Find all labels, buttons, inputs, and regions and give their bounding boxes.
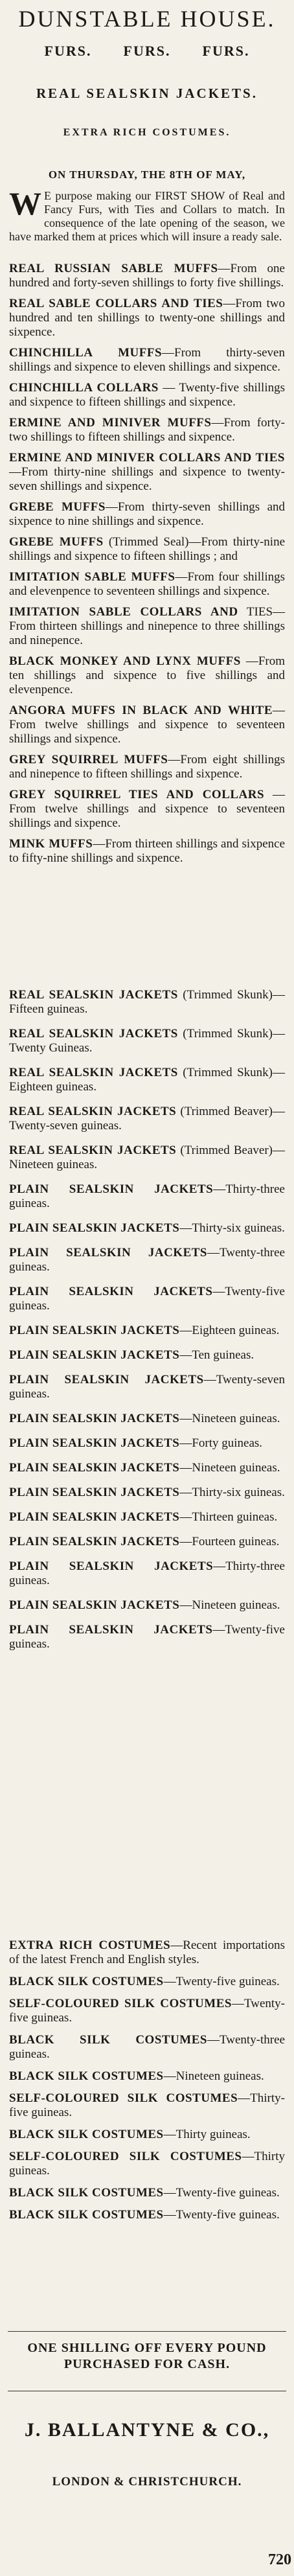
- item-lead: SELF-COLOURED SILK COSTUMES: [9, 2150, 242, 2163]
- list-item: [9, 1182, 285, 1211]
- intro-text: E purpose making our FIRST SHOW of Real and Fancy Furs, with Ties and Collars to match. In consequence of the late opening of the season, we have marked them at prices which will insure a ready sale.: [9, 189, 285, 243]
- item-lead: GREBE MUFFS: [9, 500, 106, 514]
- list-item: [9, 2091, 285, 2120]
- item-description: TIES—From thirteen shillings and ninepence to three shillings and ninepence.: [9, 605, 286, 647]
- discount-note: ONE SHILLING OFF EVERY POUND PURCHASED FOR CASH.: [27, 2341, 267, 2371]
- item-lead: ERMINE AND MINIVER COLLARS AND TIES: [9, 451, 285, 465]
- item-description: —From thirty-seven shillings and sixpence to eleven shillings and sixpence.: [9, 346, 285, 374]
- house-title: [0, 5, 294, 32]
- item-lead: SELF-COLOURED SILK COSTUMES: [9, 2091, 238, 2105]
- item-description: —Twenty-seven guineas.: [9, 1373, 285, 1401]
- list-item: [9, 535, 285, 564]
- item-description: —Thirteen guineas.: [179, 1510, 278, 1524]
- item-description: —Nineteen guineas.: [163, 2069, 264, 2083]
- item-lead: EXTRA RICH COSTUMES: [9, 1938, 171, 1952]
- item-lead: REAL SEALSKIN JACKETS: [9, 1144, 177, 1157]
- list-item: [9, 753, 285, 781]
- list-item: [9, 2128, 285, 2142]
- title-costumes: EXTRA RICH COSTUMES.: [63, 127, 231, 138]
- item-lead: ERMINE AND MINIVER MUFFS: [9, 416, 212, 430]
- list-item: [9, 1285, 285, 1313]
- list-item: [9, 1623, 285, 1651]
- item-lead: PLAIN SEALSKIN JACKETS: [9, 1559, 214, 1573]
- item-lead: CHINCHILLA MUFFS: [9, 346, 163, 360]
- item-lead: PLAIN SEALSKIN JACKETS: [9, 1348, 180, 1362]
- item-lead: REAL SEALSKIN JACKETS: [9, 1066, 178, 1079]
- item-lead: BLACK SILK COSTUMES: [9, 2208, 164, 2222]
- furs-word: FURS.: [123, 43, 171, 59]
- item-lead: PLAIN SEALSKIN JACKETS: [9, 1285, 213, 1298]
- item-lead: BLACK SILK COSTUMES: [9, 2186, 164, 2200]
- item-lead: GREBE MUFFS: [9, 535, 104, 549]
- item-description: —From eight shillings and ninepence to fifteen shillings and sixpence.: [9, 753, 285, 781]
- list-item: [9, 1348, 285, 1363]
- item-lead: PLAIN SEALSKIN JACKETS: [9, 1412, 180, 1425]
- drop-cap: W: [9, 185, 41, 222]
- item-description: —Forty guineas.: [179, 1436, 263, 1450]
- firm-name: J. BALLANTYNE & CO.,: [24, 2419, 270, 2441]
- item-description: —From thirteen shillings and sixpence to fifty-nine shillings and sixpence.: [9, 837, 285, 865]
- item-lead: REAL SEALSKIN JACKETS: [9, 988, 178, 1002]
- item-description: —Nineteen guineas.: [179, 1412, 280, 1425]
- intro-paragraph: [0, 185, 294, 244]
- item-description: —From forty-two shillings to fifteen shillings and sixpence.: [9, 416, 285, 444]
- item-lead: PLAIN SEALSKIN JACKETS: [9, 1461, 180, 1475]
- list-item: [9, 654, 285, 697]
- list-item: [9, 1373, 285, 1401]
- jackets-list: [0, 988, 294, 1662]
- item-description: (Trimmed Skunk)—Eighteen guineas.: [9, 1066, 285, 1094]
- item-lead: PLAIN SEALSKIN JACKETS: [9, 1598, 180, 1612]
- firm-address: LONDON & CHRISTCHURCH.: [52, 2475, 242, 2489]
- list-item: [9, 2186, 285, 2200]
- list-item: [9, 1486, 285, 1500]
- list-item: [9, 1027, 285, 1055]
- list-item: [9, 1324, 285, 1338]
- item-description: —From ten shillings and sixpence to five shillings and elevenpence.: [9, 654, 285, 696]
- item-description: —Nineteen guineas.: [179, 1598, 280, 1612]
- item-lead: REAL RUSSIAN SABLE MUFFS: [9, 262, 218, 275]
- item-description: (Trimmed Beaver)—Nineteen guineas.: [9, 1144, 285, 1171]
- item-description: —From thirty-seven shillings and sixpence to nine shillings and sixpence.: [9, 500, 286, 528]
- furs-heading: [0, 43, 294, 60]
- item-lead: ANGORA MUFFS IN BLACK AND WHITE: [9, 704, 273, 717]
- list-item: [9, 1461, 285, 1475]
- item-lead: PLAIN SEALSKIN JACKETS: [9, 1510, 180, 1524]
- item-description: —From thirty-nine shillings and sixpence to twenty-seven shillings and sixpence.: [9, 465, 285, 493]
- item-lead: PLAIN SEALSKIN JACKETS: [9, 1373, 204, 1386]
- list-item: [9, 1997, 285, 2025]
- list-item: [9, 837, 285, 866]
- item-description: —Twenty-five guineas.: [163, 1975, 280, 1988]
- title-jackets: REAL SEALSKIN JACKETS.: [36, 86, 258, 101]
- list-item: [9, 416, 285, 444]
- list-item: [9, 2069, 285, 2084]
- item-description: —Thirty-five guineas.: [9, 2091, 285, 2119]
- list-item: [9, 1975, 285, 1989]
- item-lead: REAL SEALSKIN JACKETS: [9, 1027, 178, 1041]
- item-description: —Twenty-five guineas.: [163, 2186, 280, 2200]
- item-lead: PLAIN SEALSKIN JACKETS: [9, 1221, 180, 1235]
- list-item: [9, 1246, 285, 1274]
- item-description: —Thirty-three guineas.: [9, 1559, 285, 1587]
- item-description: —From four shillings and elevenpence to seventeen shillings and sixpence.: [9, 570, 285, 598]
- item-lead: PLAIN SEALSKIN JACKETS: [9, 1436, 180, 1450]
- item-lead: REAL SABLE COLLARS AND TIES: [9, 297, 223, 310]
- item-lead: BLACK SILK COSTUMES: [9, 2128, 164, 2141]
- list-item: [9, 1412, 285, 1426]
- list-item: [9, 788, 285, 831]
- divider: [8, 2331, 286, 2332]
- item-description: — Twenty-five shillings and sixpence to fifteen shillings and sixpence.: [9, 381, 285, 409]
- list-item: [9, 1105, 285, 1133]
- item-description: —Thirty guineas.: [9, 2150, 285, 2178]
- item-lead: BLACK MONKEY AND LYNX MUFFS: [9, 654, 241, 668]
- item-description: —Twenty-three guineas.: [9, 2033, 285, 2061]
- item-lead: MINK MUFFS: [9, 837, 93, 851]
- item-description: —From one hundred and forty-seven shillings to forty five shillings.: [9, 262, 285, 290]
- item-lead: BLACK SILK COSTUMES: [9, 2033, 207, 2047]
- item-description: —Twenty-five guineas.: [9, 1997, 285, 2025]
- item-lead: PLAIN SEALSKIN JACKETS: [9, 1535, 180, 1548]
- furs-word: FURS.: [44, 43, 92, 59]
- item-lead: GREY SQUIRREL TIES AND COLLARS: [9, 788, 265, 801]
- item-description: (Trimmed Beaver)—Twenty-seven guineas.: [9, 1105, 285, 1133]
- list-item: [9, 297, 285, 339]
- item-description: —Twenty-three guineas.: [9, 1246, 285, 1274]
- item-description: —Twenty-five guineas.: [9, 1285, 285, 1313]
- item-description: —Ten guineas.: [179, 1348, 254, 1362]
- list-item: [9, 2208, 285, 2222]
- item-description: —From twelve shillings and sixpence to seventeen shillings and sixpence.: [9, 704, 285, 746]
- item-description: —Eighteen guineas.: [179, 1324, 280, 1337]
- page-number: 720: [268, 2551, 291, 2568]
- item-description: (Trimmed Skunk)—Twenty Guineas.: [9, 1027, 285, 1055]
- item-lead: PLAIN SEALSKIN JACKETS: [9, 1246, 207, 1259]
- item-description: (Trimmed Skunk)—Fifteen guineas.: [9, 988, 285, 1016]
- item-lead: REAL SEALSKIN JACKETS: [9, 1105, 177, 1118]
- item-lead: CHINCHILLA COLLARS: [9, 381, 159, 395]
- list-item: [9, 605, 285, 648]
- list-item: [9, 1535, 285, 1549]
- item-lead: IMITATION SABLE MUFFS: [9, 570, 175, 584]
- list-item: [9, 1559, 285, 1588]
- list-item: [9, 570, 285, 599]
- item-description: —Fourteen guineas.: [179, 1535, 280, 1548]
- item-description: —From twelve shillings and sixpence to seventeen shillings and sixpence.: [9, 788, 285, 830]
- item-description: —Thirty-three guineas.: [9, 1182, 285, 1210]
- furs-word: FURS.: [202, 43, 250, 59]
- item-lead: PLAIN SEALSKIN JACKETS: [9, 1486, 180, 1499]
- list-item: [9, 704, 285, 746]
- list-item: [9, 381, 285, 409]
- date-line: ON THURSDAY, THE 8TH OF MAY,: [48, 168, 246, 181]
- list-item: [9, 346, 285, 374]
- item-lead: BLACK SILK COSTUMES: [9, 1975, 164, 1988]
- item-lead: PLAIN SEALSKIN JACKETS: [9, 1623, 213, 1637]
- item-lead: IMITATION SABLE COLLARS AND: [9, 605, 238, 619]
- list-item: [9, 1221, 285, 1236]
- list-item: [9, 1436, 285, 1451]
- item-description: —Thirty-six guineas.: [179, 1221, 285, 1235]
- item-description: (Trimmed Seal)—From thirty-nine shillings and sixpence to fifteen shillings ; and: [9, 535, 286, 563]
- furs-list: [0, 262, 294, 872]
- item-description: —From two hundred and ten shillings to twenty-one shillings and sixpence.: [9, 297, 285, 339]
- item-lead: PLAIN SEALSKIN JACKETS: [9, 1324, 180, 1337]
- costumes-list: [0, 1938, 294, 2230]
- list-item: [9, 1938, 285, 1967]
- item-description: —Recent importations of the latest French and English styles.: [9, 1938, 285, 1966]
- list-item: [9, 500, 285, 529]
- item-lead: PLAIN SEALSKIN JACKETS: [9, 1182, 214, 1196]
- house-name: DUNSTABLE HOUSE.: [18, 6, 276, 32]
- item-lead: GREY SQUIRREL MUFFS: [9, 753, 168, 766]
- item-description: —Nineteen guineas.: [179, 1461, 280, 1475]
- list-item: [9, 2033, 285, 2062]
- list-item: [9, 1144, 285, 1172]
- item-description: —Twenty-five guineas.: [9, 1623, 285, 1651]
- item-description: —Thirty guineas.: [163, 2128, 251, 2141]
- item-lead: SELF-COLOURED SILK COSTUMES: [9, 1997, 232, 2010]
- list-item: [9, 451, 285, 494]
- list-item: [9, 1510, 285, 1524]
- list-item: [9, 262, 285, 290]
- list-item: [9, 2150, 285, 2178]
- list-item: [9, 988, 285, 1017]
- list-item: [9, 1066, 285, 1094]
- list-item: [9, 1598, 285, 1613]
- item-description: —Twenty-five guineas.: [163, 2208, 280, 2222]
- item-lead: BLACK SILK COSTUMES: [9, 2069, 164, 2083]
- item-description: —Thirty-six guineas.: [179, 1486, 285, 1499]
